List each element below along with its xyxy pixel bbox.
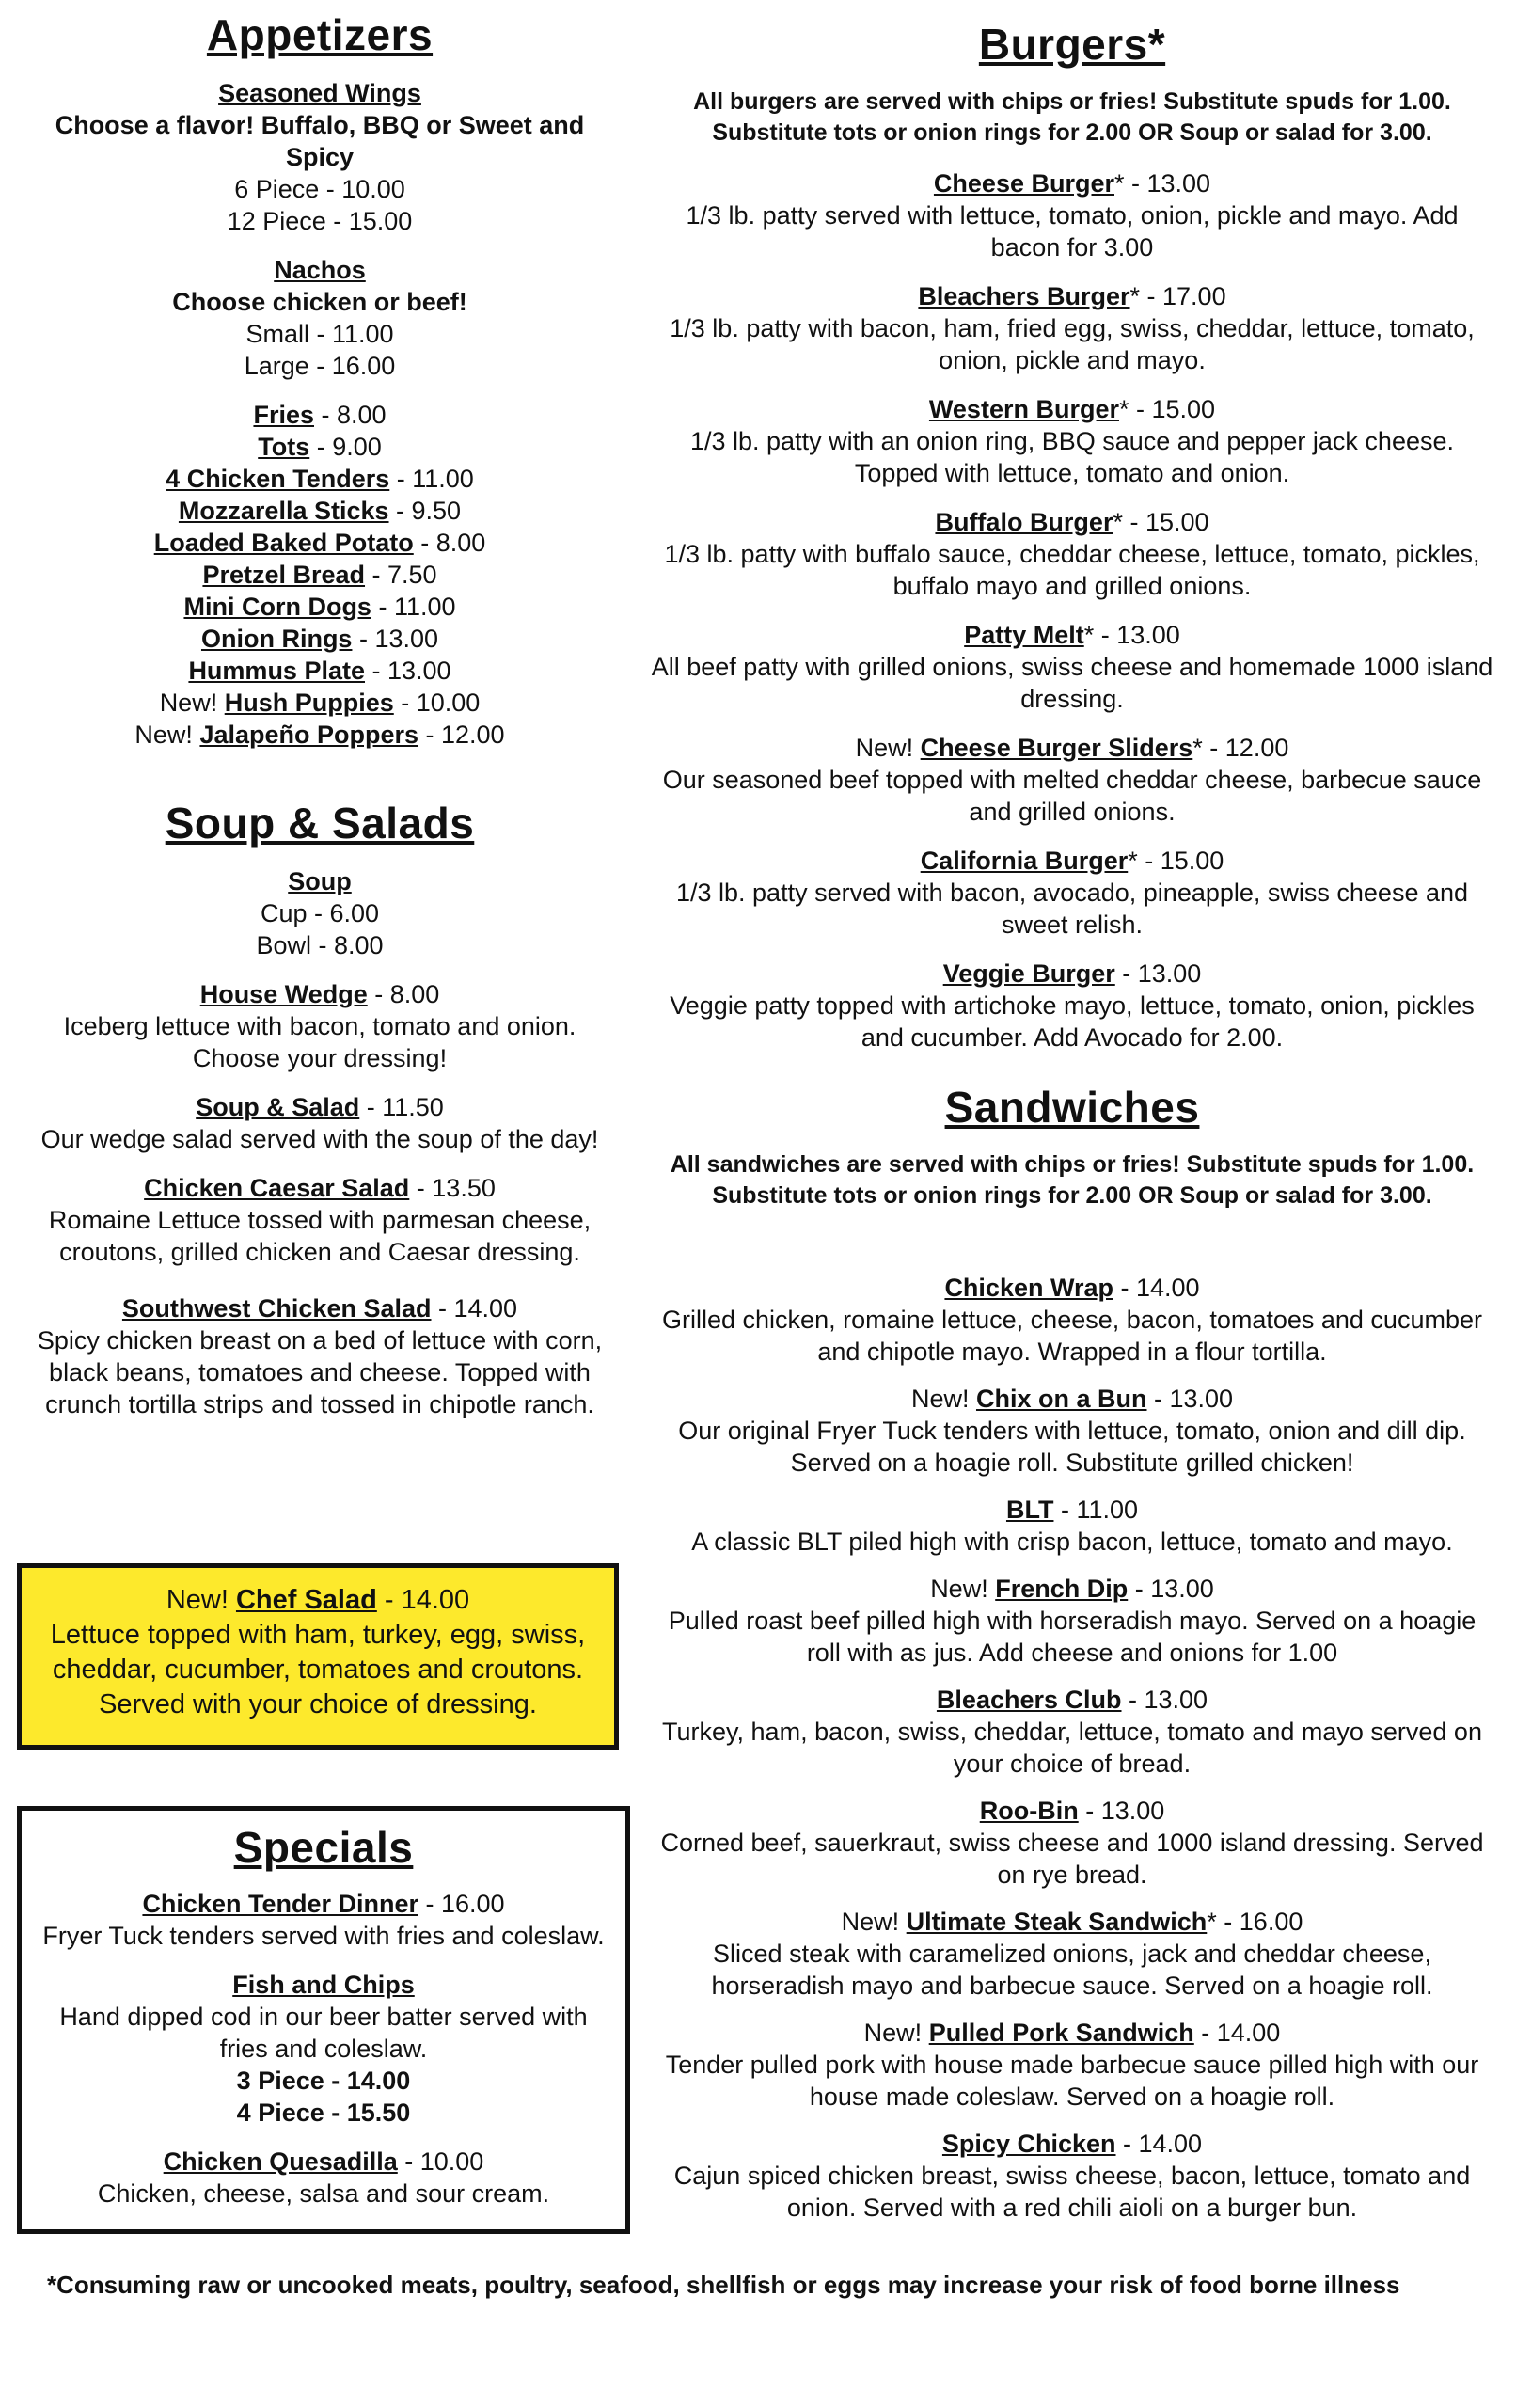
burger-desc: All beef patty with grilled onions, swiss cheese and homemade 1000 island dressing. (651, 653, 1493, 713)
list-item: Pretzel Bread - 7.50 (202, 561, 437, 589)
burger-item: Buffalo Burger* - 15.00 1/3 lb. patty with buffalo sauce, cheddar cheese, lettuce, tomato, pickles, buffalo mayo and grilled onions. (649, 506, 1495, 602)
burger-name: Cheese Burger (933, 169, 1114, 198)
specials-heading: Specials (233, 1823, 414, 1872)
special-item (35, 1969, 612, 2129)
burger-desc: 1/3 lb. patty served with bacon, avocado, pineapple, swiss cheese and sweet relish. (675, 879, 1469, 939)
sandwich-desc: Sliced steak with caramelized onions, jack and cheddar cheese, horseradish mayo and barbecue sauce. Served on a hoagie roll. (711, 1940, 1433, 2000)
wings-option: 12 Piece - 15.00 (227, 207, 413, 235)
sandwich-item: New! Chix on a Bun - 13.00 Our original Fryer Tuck tenders with lettuce, tomato, onion and dill dip. Served on a hoagie roll. Substitute grilled chicken! (649, 1383, 1495, 1479)
list-item: New! Hush Puppies - 10.00 (159, 689, 481, 717)
burgers-note: All burgers are served with chips or fries! Substitute spuds for 1.00. Substitute tots or onion rings for 2.00 OR Soup or salad for 3.00. (693, 88, 1451, 146)
burger-item: Cheese Burger* - 13.00 1/3 lb. patty served with lettuce, tomato, onion, pickle and mayo. Add bacon for 3.00 (649, 167, 1495, 263)
food-safety-disclaimer: *Consuming raw or uncooked meats, poultry, seafood, shellfish or eggs may increase your risk of food borne illness (47, 2271, 1400, 2299)
burgers-heading: Burgers* (978, 20, 1166, 69)
list-item: Hummus Plate - 13.00 (188, 657, 451, 685)
specials-box (17, 1806, 630, 2234)
burger-desc: Our seasoned beef topped with melted cheddar cheese, barbecue sauce and grilled onions. (662, 766, 1482, 826)
soup-item (19, 865, 621, 961)
list-item: Onion Rings - 13.00 (200, 625, 439, 653)
burger-item: Western Burger* - 15.00 1/3 lb. patty with an onion ring, BBQ sauce and pepper jack cheese. Topped with lettuce, tomato and onion. (649, 393, 1495, 489)
sandwich-name: Chicken Wrap (944, 1274, 1113, 1302)
sandwich-desc: Turkey, ham, bacon, swiss, cheddar, lettuce, tomato and mayo served on your choice of bread. (662, 1718, 1482, 1778)
salad-name: Southwest Chicken Salad (121, 1294, 432, 1323)
chef-salad-box: New! Chef Salad - 14.00 Lettuce topped with ham, turkey, egg, swiss, cheddar, cucumber, tomatoes and croutons. Served with your choice of dressing. (17, 1563, 619, 1750)
burger-item: New! Cheese Burger Sliders* - 12.00 Our seasoned beef topped with melted cheddar cheese, barbecue sauce and grilled onions. (649, 732, 1495, 828)
burger-desc: 1/3 lb. patty served with lettuce, tomato, onion, pickle and mayo. Add bacon for 3.00 (686, 201, 1459, 261)
special-desc: Chicken, cheese, salsa and sour cream. (97, 2179, 550, 2208)
sandwich-name: French Dip (995, 1575, 1129, 1603)
special-name: Fish and Chips (232, 1971, 415, 1999)
salad-desc: Iceberg lettuce with bacon, tomato and onion. Choose your dressing! (63, 1012, 576, 1072)
burger-name: Buffalo Burger (935, 508, 1113, 536)
burger-desc: 1/3 lb. patty with an onion ring, BBQ sauce and pepper jack cheese. Topped with lettuce, tomato and onion. (689, 427, 1454, 487)
burger-item: Patty Melt* - 13.00 All beef patty with grilled onions, swiss cheese and homemade 1000 island dressing. (649, 619, 1495, 715)
sandwich-item: Roo-Bin - 13.00 Corned beef, sauerkraut, swiss cheese and 1000 island dressing. Served on rye bread. (649, 1795, 1495, 1891)
burger-name: Veggie Burger (942, 959, 1115, 988)
sandwich-desc: Pulled roast beef pilled high with horseradish mayo. Served on a hoagie roll with as jus. Add cheese and onions for 1.00 (668, 1607, 1477, 1667)
sandwich-item: Bleachers Club - 13.00 Turkey, ham, bacon, swiss, cheddar, lettuce, tomato and mayo served on your choice of bread. (649, 1684, 1495, 1780)
list-item: Tots - 9.00 (258, 433, 382, 461)
list-item: Loaded Baked Potato - 8.00 (153, 529, 486, 557)
soup-name: Soup (288, 867, 352, 895)
sandwich-item: Chicken Wrap - 14.00 Grilled chicken, romaine lettuce, cheese, bacon, tomatoes and cucumber and chipotle mayo. Wrapped in a flour tortilla. (649, 1272, 1495, 1368)
wings-name: Seasoned Wings (218, 79, 421, 107)
sandwich-item: New! Ultimate Steak Sandwich* - 16.00 Sliced steak with caramelized onions, jack and cheddar cheese, horseradish mayo and barbecue sauce. Served on a hoagie roll. (649, 1906, 1495, 2002)
salad-desc: Our wedge salad served with the soup of the day! (40, 1125, 599, 1153)
sandwich-name: Ultimate Steak Sandwich (906, 1908, 1208, 1936)
appetizers-heading: Appetizers (206, 10, 434, 59)
soup-option: Bowl - 8.00 (256, 931, 384, 959)
list-item: Mini Corn Dogs - 11.00 (183, 593, 456, 621)
list-item: New! Jalapeño Poppers - 12.00 (134, 721, 505, 749)
sandwich-item: Spicy Chicken - 14.00 Cajun spiced chicken breast, swiss cheese, bacon, lettuce, tomato and onion. Served with a red chili aioli on a burger bun. (649, 2128, 1495, 2224)
sandwich-item: New! Pulled Pork Sandwich - 14.00 Tender pulled pork with house made barbecue sauce pilled high with our house made coleslaw. Served on a hoagie roll. (649, 2017, 1495, 2113)
special-name: Chicken Quesadilla (163, 2147, 398, 2176)
list-item: 4 Chicken Tenders - 11.00 (166, 465, 474, 493)
sandwich-name: Spicy Chicken (941, 2130, 1116, 2158)
salad-desc: Romaine Lettuce tossed with parmesan cheese, croutons, grilled chicken and Caesar dressing. (48, 1206, 592, 1266)
burger-name: Cheese Burger Sliders (920, 734, 1193, 762)
burger-item: California Burger* - 15.00 1/3 lb. patty served with bacon, avocado, pineapple, swiss cheese and sweet relish. (649, 845, 1495, 941)
salad-item: Chicken Caesar Salad - 13.50 Romaine Lettuce tossed with parmesan cheese, croutons, grilled chicken and Caesar dressing. (19, 1172, 621, 1268)
nachos-name: Nachos (274, 256, 366, 284)
chef-salad-name: Chef Salad (235, 1585, 377, 1615)
burger-item: Veggie Burger - 13.00 Veggie patty topped with artichoke mayo, lettuce, tomato, onion, pickles and cucumber. Add Avocado for 2.00. (649, 958, 1495, 1054)
wings-item (19, 77, 621, 237)
special-option: 4 Piece - 15.50 (236, 2099, 411, 2127)
nachos-option: Small - 11.00 (245, 320, 394, 348)
special-desc: Fryer Tuck tenders served with fries and coleslaw. (42, 1922, 605, 1950)
special-item: Chicken Tender Dinner - 16.00 Fryer Tuck tenders served with fries and coleslaw. (35, 1888, 612, 1952)
left-column (19, 0, 621, 1437)
soup-salads-heading: Soup & Salads (165, 799, 475, 848)
salad-name: Chicken Caesar Salad (144, 1174, 410, 1202)
salad-item: House Wedge - 8.00 Iceberg lettuce with bacon, tomato and onion. Choose your dressing! (19, 978, 621, 1074)
wings-option: 6 Piece - 10.00 (234, 175, 405, 203)
burger-name: Patty Melt (964, 621, 1084, 649)
special-name: Chicken Tender Dinner (142, 1890, 418, 1918)
sandwich-item: BLT - 11.00 A classic BLT piled high with crisp bacon, lettuce, tomato and mayo. (649, 1494, 1495, 1558)
burger-desc: 1/3 lb. patty with buffalo sauce, cheddar cheese, lettuce, tomato, pickles, buffalo mayo and grilled onions. (664, 540, 1480, 600)
soup-option: Cup - 6.00 (260, 899, 380, 927)
sandwiches-note: All sandwiches are served with chips or fries! Substitute spuds for 1.00. Substitute tots or onion rings for 2.00 OR Soup or salad for 3.00. (670, 1151, 1475, 1209)
wings-desc: Choose a flavor! Buffalo, BBQ or Sweet and Spicy (55, 111, 585, 171)
sandwich-desc: A classic BLT piled high with crisp bacon, lettuce, tomato and mayo. (691, 1528, 1453, 1556)
burger-name: Bleachers Burger (918, 282, 1130, 310)
nachos-desc: Choose chicken or beef! (172, 288, 467, 316)
sandwich-name: Bleachers Club (936, 1686, 1122, 1714)
sandwich-desc: Corned beef, sauerkraut, swiss cheese and 1000 island dressing. Served on rye bread. (660, 1829, 1484, 1889)
special-desc: Hand dipped cod in our beer batter served with fries and coleslaw. (59, 2003, 588, 2063)
sandwich-name: Roo-Bin (979, 1797, 1079, 1825)
appetizer-list (19, 399, 621, 751)
special-option: 3 Piece - 14.00 (236, 2067, 411, 2095)
burger-name: California Burger (920, 847, 1129, 875)
chef-salad-desc: Lettuce topped with ham, turkey, egg, swiss, cheddar, cucumber, tomatoes and croutons. Served with your choice of dressing. (50, 1620, 586, 1719)
salad-name: Soup & Salad (196, 1093, 360, 1121)
sandwich-desc: Grilled chicken, romaine lettuce, cheese, bacon, tomatoes and cucumber and chipotle mayo. Wrapped in a flour tortilla. (662, 1306, 1482, 1366)
sandwich-name: Pulled Pork Sandwich (928, 2019, 1194, 2047)
salad-name: House Wedge (199, 980, 368, 1008)
sandwich-desc: Our original Fryer Tuck tenders with lettuce, tomato, onion and dill dip. Served on a hoagie roll. Substitute grilled chicken! (678, 1417, 1466, 1477)
sandwich-name: Chix on a Bun (975, 1385, 1147, 1413)
salad-item: Southwest Chicken Salad - 14.00 Spicy chicken breast on a bed of lettuce with corn, black beans, tomatoes and cheese. Topped with crunch tortilla strips and tossed in chipotle ranch. (19, 1292, 621, 1420)
sandwich-desc: Tender pulled pork with house made barbecue sauce pilled high with our house made coleslaw. Served on a hoagie roll. (665, 2051, 1479, 2111)
burger-name: Western Burger (928, 395, 1119, 423)
right-column (649, 0, 1495, 2239)
nachos-item (19, 254, 621, 382)
sandwiches-heading: Sandwiches (944, 1083, 1200, 1132)
special-item: Chicken Quesadilla - 10.00 Chicken, cheese, salsa and sour cream. (35, 2146, 612, 2210)
salad-item: Soup & Salad - 11.50 Our wedge salad served with the soup of the day! (19, 1091, 621, 1155)
burger-item: Bleachers Burger* - 17.00 1/3 lb. patty with bacon, ham, fried egg, swiss, cheddar, lettuce, tomato, onion, pickle and mayo. (649, 280, 1495, 376)
salad-desc: Spicy chicken breast on a bed of lettuce with corn, black beans, tomatoes and cheese. Topped with crunch tortilla strips and tossed in chipotle ranch. (37, 1326, 603, 1418)
sandwich-name: BLT (1005, 1496, 1054, 1524)
list-item: Mozzarella Sticks - 9.50 (178, 497, 462, 525)
sandwich-item: New! French Dip - 13.00 Pulled roast beef pilled high with horseradish mayo. Served on a hoagie roll with as jus. Add cheese and onions for 1.00 (649, 1573, 1495, 1669)
burger-desc: 1/3 lb. patty with bacon, ham, fried egg, swiss, cheddar, lettuce, tomato, onion, pickle and mayo. (670, 314, 1475, 374)
burger-desc: Veggie patty topped with artichoke mayo, lettuce, tomato, onion, pickles and cucumber. Add Avocado for 2.00. (670, 991, 1475, 1052)
sandwich-desc: Cajun spiced chicken breast, swiss cheese, bacon, lettuce, tomato and onion. Served with a red chili aioli on a burger bun. (673, 2162, 1471, 2222)
nachos-option: Large - 16.00 (244, 352, 396, 380)
list-item: Fries - 8.00 (253, 401, 387, 429)
